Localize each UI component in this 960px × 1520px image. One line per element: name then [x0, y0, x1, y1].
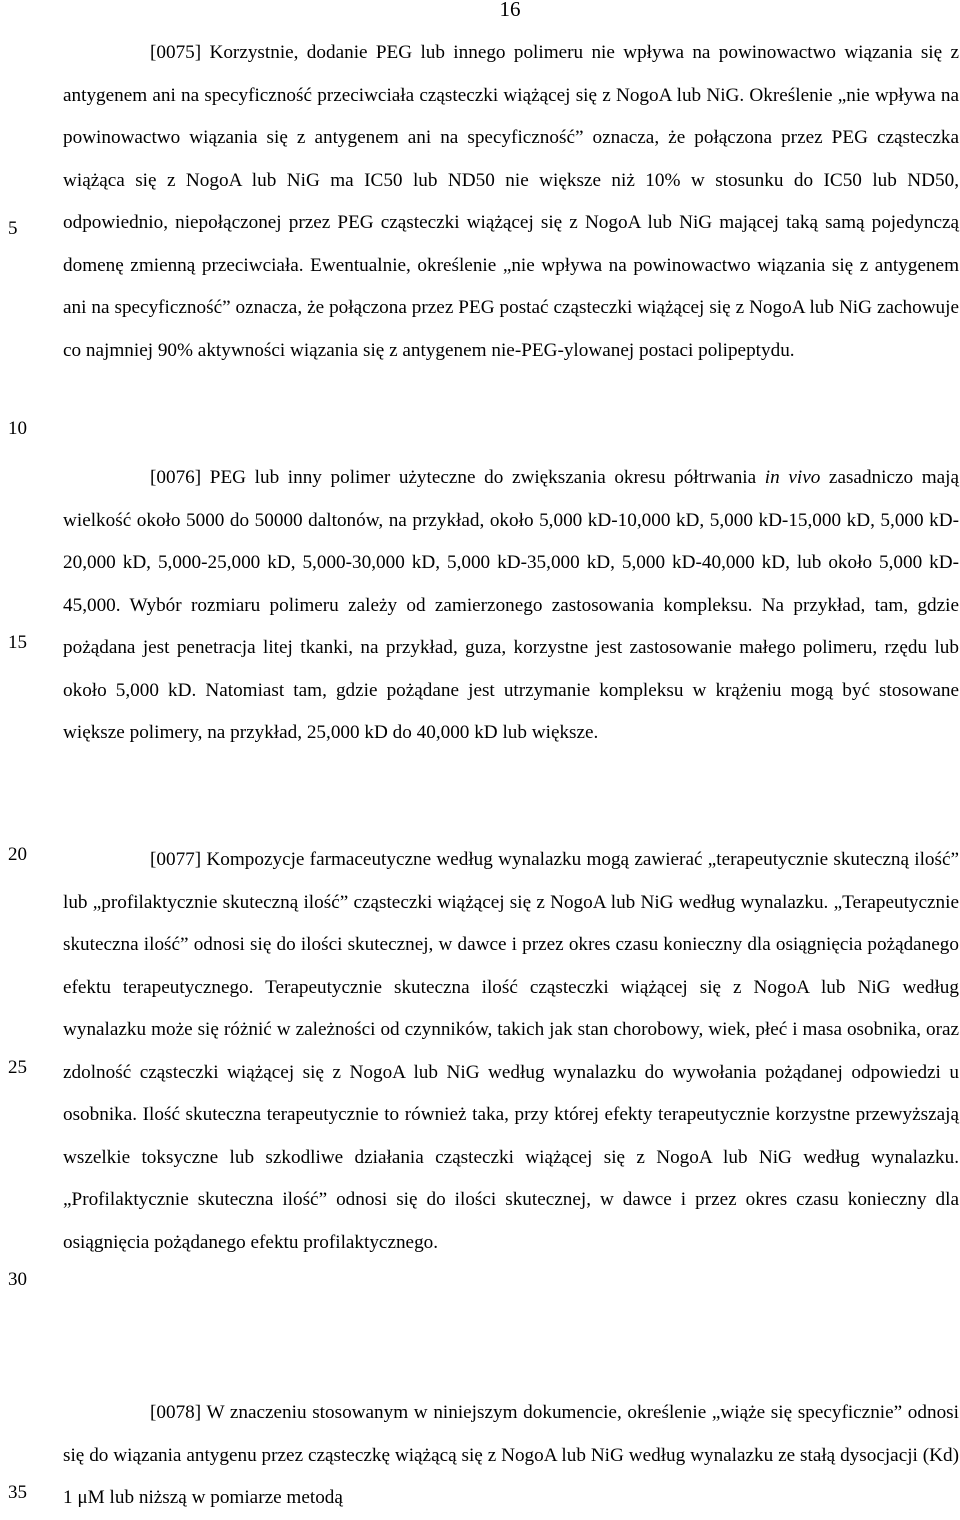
- paragraph-0077: [0077] Kompozycje farmaceutyczne według wynalazku mogą zawierać „terapeutycznie skuteczną ilość” lub „profilaktycznie skuteczną ilość” cząsteczki wiążącej się z NogoA lub NiG według wynalazku. „Terapeutycznie skuteczna ilość” odnosi się do ilości skutecznej, w dawce i przez okres czasu konieczny dla osiągnięcia pożądanego efektu terapeutycznego. Terapeutycznie skuteczna ilość cząsteczki wiążącej się z NogoA lub NiG według wynalazku może się różnić w zależności od czynników, takich jak stan chorobowy, wiek, płeć i masa osobnika, oraz zdolność cząsteczki wiążącej się z NogoA lub NiG według wynalazku do wywołania pożądanej odpowiedzi u osobnika. Ilość skuteczna terapeutycznie to również taka, przy której efekty terapeutycznie korzystne przewyższają wszelkie toksyczne lub szkodliwe działania cząsteczki wiążącej się z NogoA lub NiG według wynalazku. „Profilaktycznie skuteczna ilość” odnosi się do ilości skutecznej, w dawce i przez okres czasu konieczny dla osiągnięcia pożądanego efektu profilaktycznego.: [63, 849, 959, 1253]
- line-number: 10: [8, 418, 27, 439]
- line-number: 35: [8, 1482, 27, 1503]
- line-number: 20: [8, 844, 27, 865]
- line-number: 5: [8, 218, 18, 239]
- paragraph-0078: [0078] W znaczeniu stosowanym w niniejszym dokumencie, określenie „wiąże się specyficznie” odnosi się do wiązania antygenu przez cząsteczkę wiążącą się z NogoA lub NiG według wynalazku ze stałą dysocjacji (Kd) 1 μM lub niższą w pomiarze metodą: [63, 1402, 959, 1508]
- page-number: 16: [499, 0, 521, 21]
- paragraph-0076-part-1: [0076] PEG lub inny polimer użyteczne do zwiększania okresu półtrwania: [150, 467, 765, 488]
- line-number: 30: [8, 1269, 27, 1290]
- paragraph-0076: [63, 457, 959, 755]
- paragraph-0076-part-2: zasadniczo mają wielkość około 5000 do 50000 daltonów, na przykład, około 5,000 kD-10,000 kD, 5,000 kD-15,000 kD, 5,000 kD-20,000 kD, 5,000-25,000 kD, 5,000-30,000 kD, 5,000 kD-35,000 kD, 5,000 kD-40,000 kD, lub około 5,000 kD-45,000. Wybór rozmiaru polimeru zależy od zamierzonego zastosowania kompleksu. Na przykład, tam, gdzie pożądana jest penetracja litej tkanki, na przykład, guza, korzystne jest zastosowanie małego polimeru, rzędu lub około 5,000 kD. Natomiast tam, gdzie pożądane jest utrzymanie kompleksu w krążeniu mogą być stosowane większe polimery, na przykład, 25,000 kD do 40,000 kD lub większe.: [63, 467, 960, 743]
- line-number: 15: [8, 632, 27, 653]
- line-number-margin: [0, 0, 40, 1505]
- italic-phrase: in vivo: [764, 467, 821, 488]
- paragraph-0075: [0075] Korzystnie, dodanie PEG lub innego polimeru nie wpływa na powinowactwo wiązania się z antygenem ani na specyficzność przeciwciała cząsteczki wiążącej się z NogoA lub NiG. Określenie „nie wpływa na powinowactwo wiązania się z antygenem ani na specyficzność” oznacza, że połączona przez PEG cząsteczka wiążąca się z NogoA lub NiG ma IC50 lub ND50 nie większe niż 10% w stosunku do IC50 lub ND50, odpowiednio, niepołączonej przez PEG cząsteczki wiążącej się z NogoA lub NiG mającej taką samą pojedynczą domenę zmienną przeciwciała. Ewentualnie, określenie „nie wpływa na powinowactwo wiązania się z antygenem ani na specyficzność” oznacza, że połączona przez PEG postać cząsteczki wiążącej się z NogoA lub NiG zachowuje co najmniej 90% aktywności wiązania się z antygenem nie-PEG-ylowanej postaci polipeptydu.: [63, 42, 959, 361]
- line-number: 25: [8, 1057, 27, 1078]
